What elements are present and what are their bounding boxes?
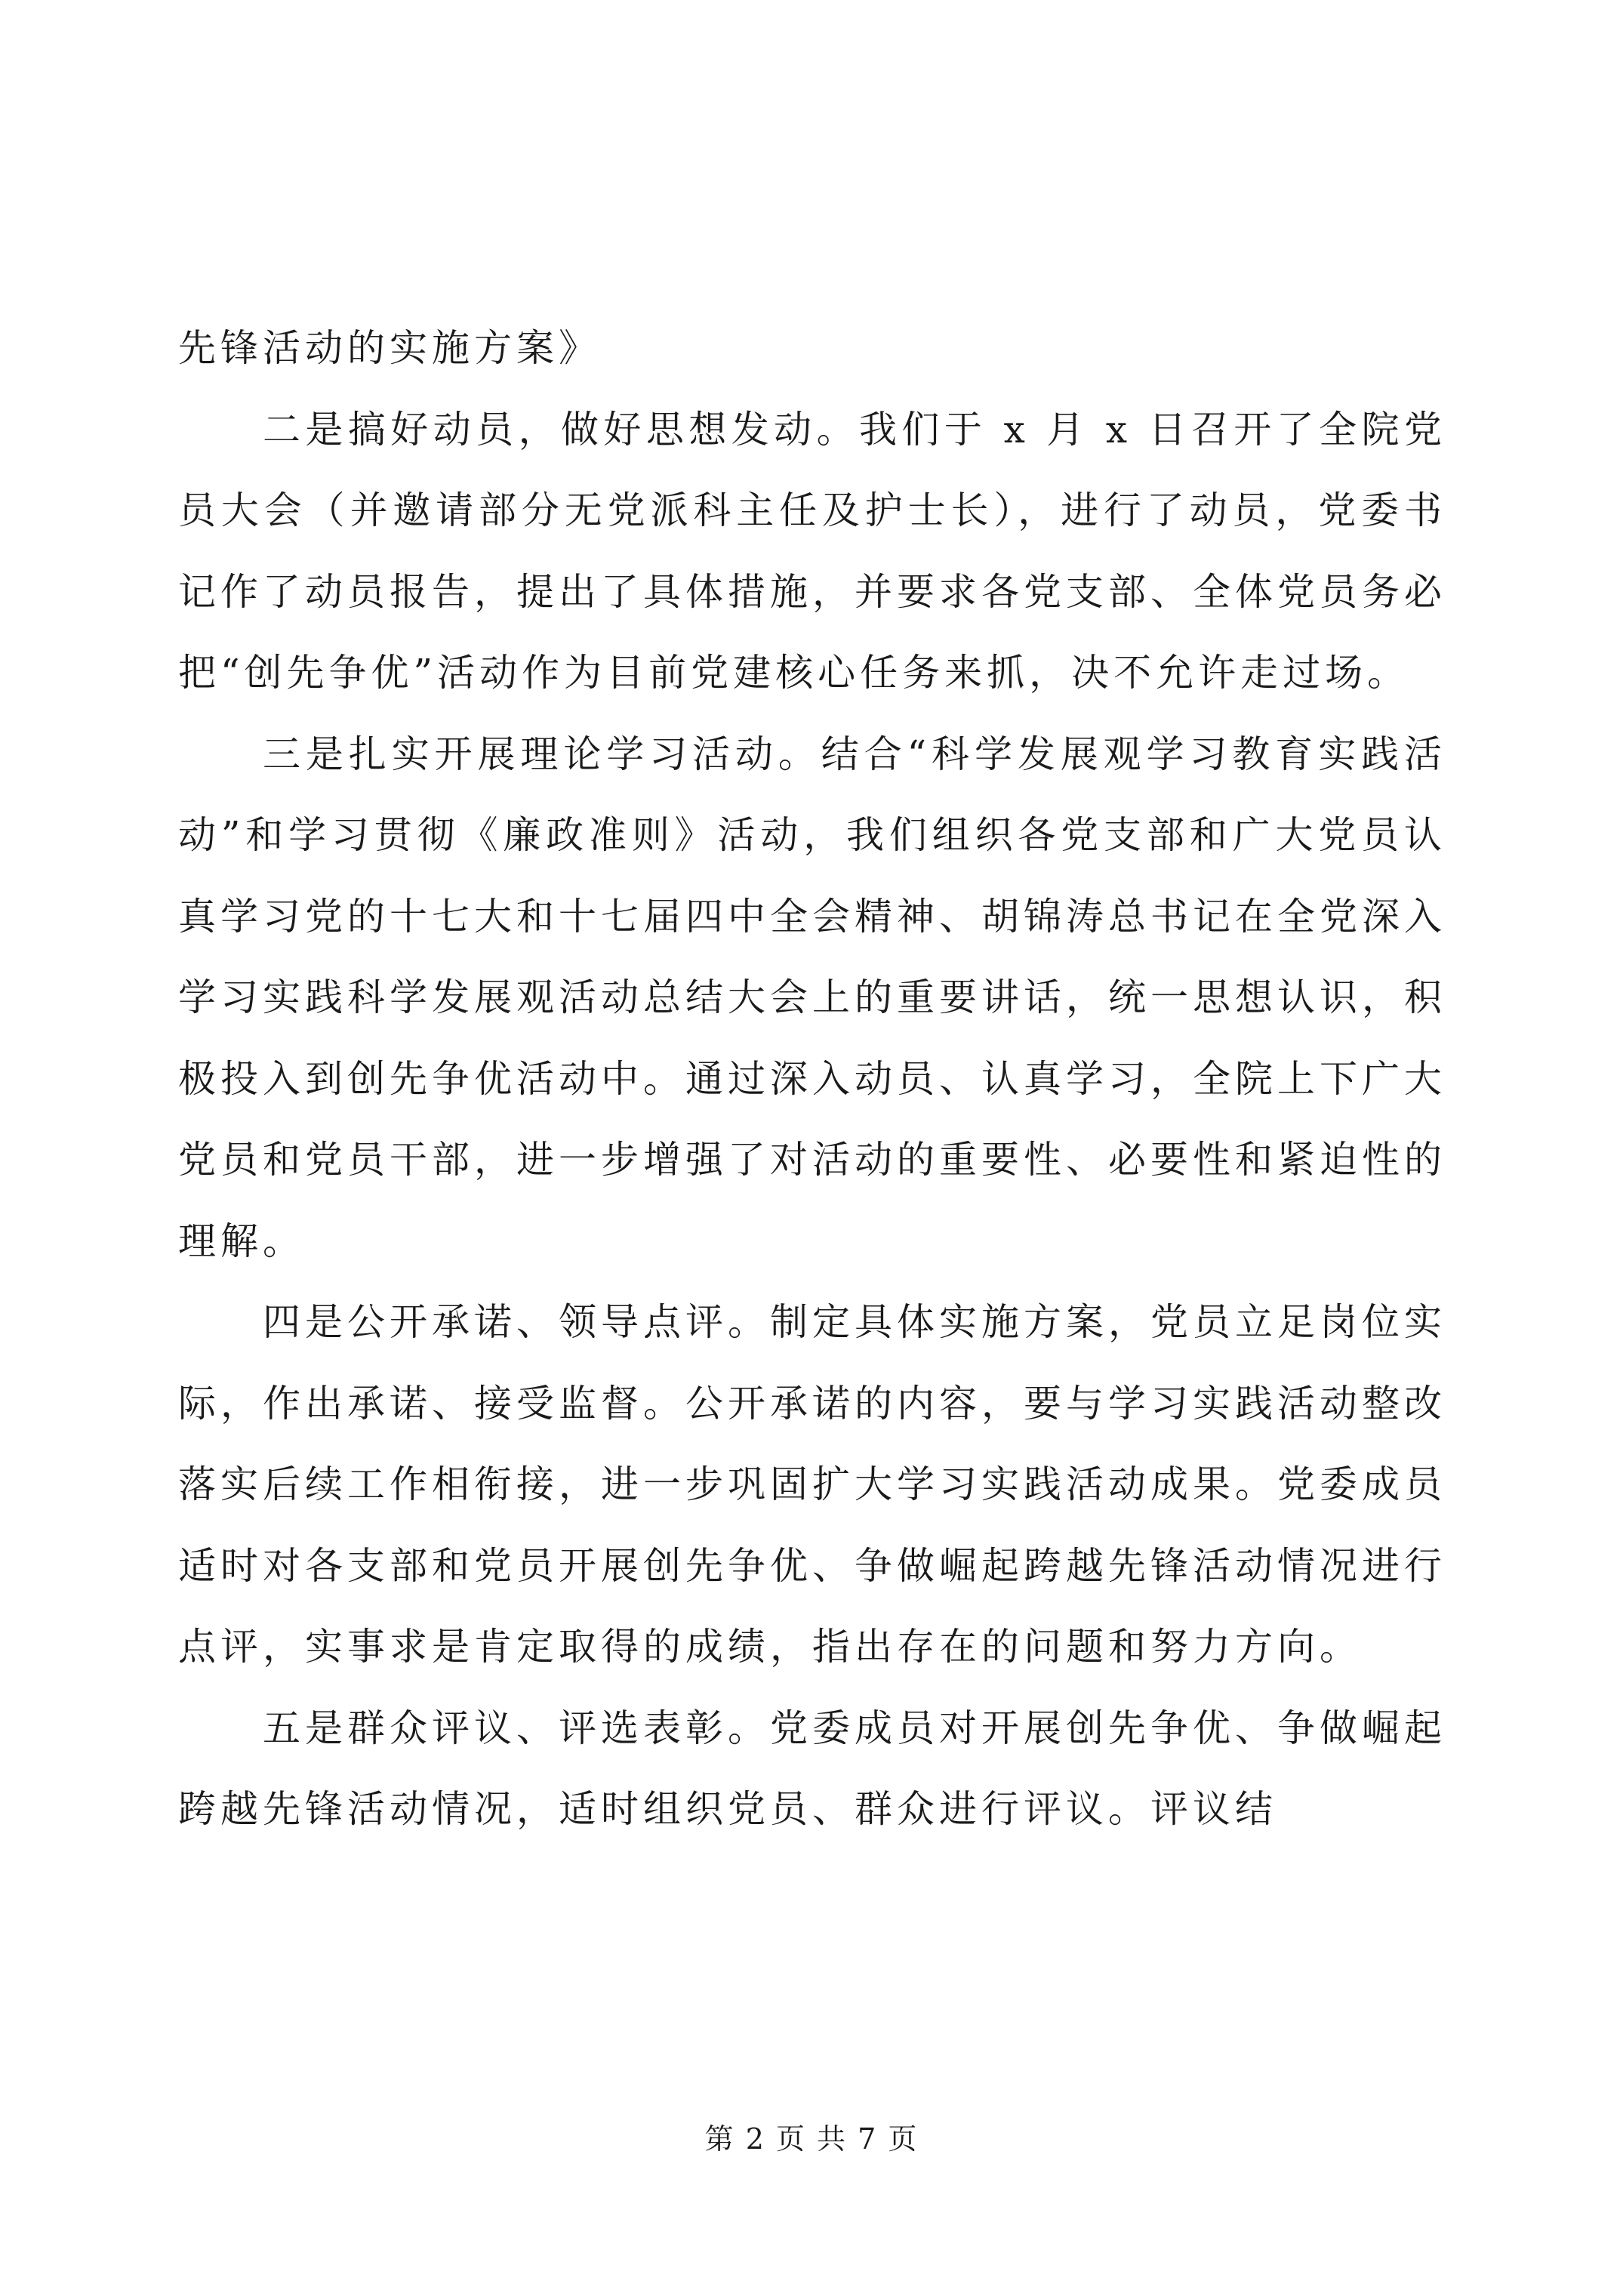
document-body bbox=[178, 308, 1446, 1851]
paragraph-continuation: 先锋活动的实施方案》 bbox=[178, 326, 601, 370]
paragraph-public-evaluation: 五是群众评议、评选表彰。党委成员对开展创先争优、争做崛起跨越先锋活动情况，适时组织党员、群众进行评议。评议结 bbox=[178, 1706, 1446, 1831]
paragraph-theory-study: 三是扎实开展理论学习活动。结合“科学发展观学习教育实践活动”和学习贯彻《廉政准则》活动，我们组织各党支部和广大党员认真学习党的十七大和十七届四中全会精神、胡锦涛总书记在全党深入学习实践科学发展观活动总结大会上的重要讲话，统一思想认识，积极投入到创先争优活动中。通过深入动员、认真学习，全院上下广大党员和党员干部，进一步增强了对活动的重要性、必要性和紧迫性的理解。 bbox=[178, 732, 1446, 1263]
paragraph-public-commitment: 四是公开承诺、领导点评。制定具体实施方案，党员立足岗位实际，作出承诺、接受监督。公开承诺的内容，要与学习实践活动整改落实后续工作相衔接，进一步巩固扩大学习实践活动成果。党委成员适时对各支部和党员开展创先争优、争做崛起跨越先锋活动情况进行点评，实事求是肯定取得的成绩，指出存在的问题和努力方向。 bbox=[178, 1300, 1446, 1669]
page-number-footer: 第 2 页 共 7 页 bbox=[704, 2122, 919, 2156]
paragraph-mobilization: 二是搞好动员，做好思想发动。我们于 x 月 x 日召开了全院党员大会（并邀请部分无党派科主任及护士长），进行了动员，党委书记作了动员报告，提出了具体措施，并要求各党支部、全体党员务必把“创先争优”活动作为目前党建核心任务来抓，决不允许走过场。 bbox=[178, 407, 1446, 695]
